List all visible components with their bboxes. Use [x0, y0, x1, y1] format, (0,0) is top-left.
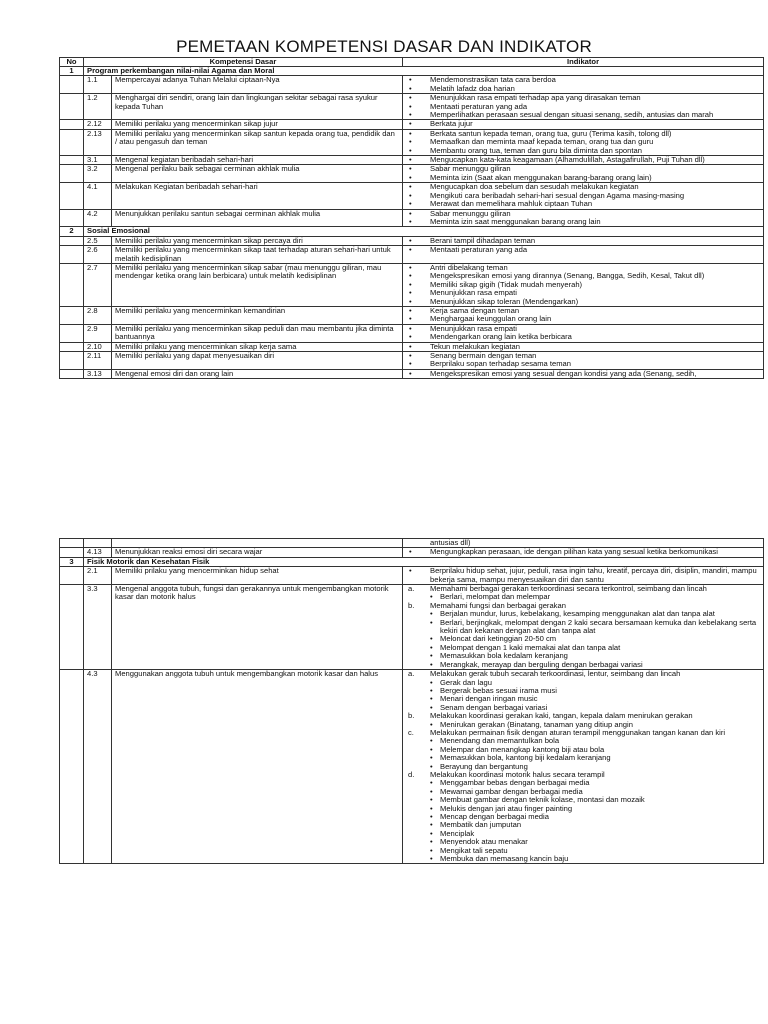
indicator-item: • Melompat dengan 1 kaki memakai alat dan tanpa alat: [406, 644, 760, 652]
table-row: [60, 183, 764, 209]
indikator-cell: [403, 548, 764, 557]
no-cell: [60, 352, 84, 370]
indikator-cell: [403, 183, 764, 209]
indicator-item: • Berlari, berjingkak, melompat dengan 2 kaki secara bersamaan kemuka dan kebelakang serta kekiri dan kekanan dengan alat dan tanpa alat: [406, 619, 760, 636]
indicator-item: • Mencap dengan berbagai media: [406, 813, 760, 821]
indicator-item: • Antri dibelakang teman: [406, 264, 760, 272]
kd-text: Menunjukkan reaksi emosi diri secara wajar: [112, 548, 403, 557]
indikator-continuation: [403, 539, 764, 548]
indicator-item: • Meloncat dari ketinggian 20-50 cm: [406, 635, 760, 643]
kd-text: Memiliki prilaku yang mencerminkan sikap kerja sama: [112, 342, 403, 351]
indicator-item: • Bergerak bebas sesuai irama musi: [406, 687, 760, 695]
indicator-item: • Tekun melakukan kegiatan: [406, 343, 760, 351]
indicator-item: • Mentaati peraturan yang ada: [406, 246, 760, 254]
indicator-item: • Berani tampil dihadapan teman: [406, 237, 760, 245]
indicator-item: • Menunjukkan sikap toleran (Mendengarkan): [406, 298, 760, 306]
indicator-item: • Berprilaku hidup sehat, jujur, peduli, rasa ingin tahu, kreatif, percaya diri, disiplin, mandiri, mampu bekerja sama, mampu menyesuaikan diri dan santu: [406, 567, 760, 584]
header-no: No: [60, 58, 84, 67]
indicator-item: • Menunjukkan rasa empati: [406, 289, 760, 297]
indikator-cell: [403, 369, 764, 378]
indicator-list: [406, 130, 760, 155]
indicator-list: [406, 370, 760, 378]
no-cell: [60, 567, 84, 585]
indicator-item: a. Melakukan gerak tubuh secarah terkoordinasi, lentur, seimbang dan lincah: [406, 670, 760, 678]
indikator-cell: [403, 585, 764, 670]
kd-code: 2.10: [84, 342, 112, 351]
indicator-item: • Mengikuti cara beribadah sehari-hari sesual dengan Agama masing-masing: [406, 192, 760, 200]
indicator-item: • Kerja sama dengan teman: [406, 307, 760, 315]
indicator-item: • Merawat dan memelihara mahluk ciptaan Tuhan: [406, 200, 760, 208]
indicator-item: • Sabar menunggu giliran: [406, 165, 760, 173]
table-row: [60, 156, 764, 165]
indicator-item: • Membatik dan jumputan: [406, 821, 760, 829]
kd-text: Mengenal perilaku baik sebagai cerminan akhlak mulia: [112, 165, 403, 183]
indicator-list: [406, 352, 760, 369]
kd-code: 2.11: [84, 352, 112, 370]
indicator-list: [406, 210, 760, 227]
section-title: Program perkembangan nilai-nilai Agama dan Moral: [84, 67, 764, 76]
no-cell: [60, 129, 84, 155]
indicator-item: • Menghargaai keunggulan orang lain: [406, 315, 760, 323]
indicator-item: • Berprilaku sopan terhadap sesama teman: [406, 360, 760, 368]
indikator-cell: [403, 342, 764, 351]
indicator-item: • Memasukkan bola, kantong biji kedalam keranjang: [406, 754, 760, 762]
indicator-item: • Sabar menunggu giliran: [406, 210, 760, 218]
kd-code: 2.6: [84, 246, 112, 264]
table-row: [60, 94, 764, 120]
indikator-cell: [403, 209, 764, 227]
no-cell: [60, 342, 84, 351]
indicator-item: • Memiliki sikap gigih (Tidak mudah menyerah): [406, 281, 760, 289]
kd-code: 2.13: [84, 129, 112, 155]
indicator-item: • Mendengarkan orang lain ketika berbicara: [406, 333, 760, 341]
kd-code: 2.8: [84, 306, 112, 324]
no-cell: [60, 209, 84, 227]
kd-code: 2.5: [84, 236, 112, 245]
indikator-cell: [403, 94, 764, 120]
indicator-list: [406, 120, 760, 128]
kd-code: 4.2: [84, 209, 112, 227]
kd-text: Menggunakan anggota tubuh untuk mengembangkan motorik kasar dan halus: [112, 670, 403, 864]
indikator-cell: [403, 156, 764, 165]
no-cell: [60, 670, 84, 864]
indicator-item: • Mengekspresikan emosi yang dirannya (Senang, Bangga, Sedih, Kesal, Takut dll): [406, 272, 760, 280]
no-cell: [60, 236, 84, 245]
indicator-item: • Menyendok atau menakar: [406, 838, 760, 846]
header-indikator: Indikator: [403, 58, 764, 67]
indicator-list: [406, 237, 760, 245]
indicator-item: • Berlari, melompat dan melempar: [406, 593, 760, 601]
indicator-item: • Mengucapkan kata-kata keagamaan (Alhamdulillah, Astagafirullah, Puji Tuhan dll): [406, 156, 760, 164]
indicator-list: [406, 548, 760, 556]
indicator-item: • Berkata santun kepada teman, orang tua, guru (Terima kasih, tolong dll): [406, 130, 760, 138]
kd-text: Mengenal anggota tubuh, fungsi dan gerakannya untuk mengembangkan motorik kasar dan motorik halus: [112, 585, 403, 670]
indikator-cell: [403, 352, 764, 370]
kd-text: Memiliki perilaku yang mencerminkan sikap jujur: [112, 120, 403, 129]
table-row: [60, 670, 764, 864]
indicator-item: • Meminta izin saat menggunakan barang orang lain: [406, 218, 760, 226]
indikator-cell: [403, 236, 764, 245]
indicator-item: • Memperlihatkan perasaan sesual dengan situasi senang, sedih, antusias dan marah: [406, 111, 760, 119]
indicator-item: • Meminta izin (Saat akan menggunakan barang-barang orang lain): [406, 174, 760, 182]
indicator-list: [406, 183, 760, 208]
table-row: [60, 306, 764, 324]
no-cell: [60, 548, 84, 557]
indicator-item: • Mengungkapkan perasaan, ide dengan pilihan kata yang sesual ketika berkomunikasi: [406, 548, 760, 556]
kd-text: Memiliki prilaku yang mencerminkan hidup sehat: [112, 567, 403, 585]
section-row: [60, 67, 764, 76]
indicator-item: • Gerak dan lagu: [406, 679, 760, 687]
indicator-item: • Menari dengan iringan music: [406, 695, 760, 703]
indicator-item: • Senang bermain dengan teman: [406, 352, 760, 360]
table-row: [60, 352, 764, 370]
indicator-item: d. Melakukan koordinasi motorik halus secara terampil: [406, 771, 760, 779]
indicator-list: [406, 165, 760, 182]
indikator-cell: [403, 246, 764, 264]
indicator-item: • Berkata jujur: [406, 120, 760, 128]
kd-code: [84, 539, 112, 548]
table-row: [60, 324, 764, 342]
kd-code: 4.13: [84, 548, 112, 557]
indicator-item: • Mentaati peraturan yang ada: [406, 103, 760, 111]
competency-table-page-2: [59, 538, 764, 864]
kd-code: 3.13: [84, 369, 112, 378]
kd-code: 4.1: [84, 183, 112, 209]
indicator-list: [406, 567, 760, 584]
kd-text: Memiliki perilaku yang mencerminkan sikap taat terhadap aturan sehari-hari untuk melatih kedisiplinan: [112, 246, 403, 264]
table-row: [60, 129, 764, 155]
kd-text: Melakukan Kegiatan beribadah sehari-hari: [112, 183, 403, 209]
kd-code: 2.1: [84, 567, 112, 585]
indicator-item: • Membuka dan memasang kancin baju: [406, 855, 760, 863]
kd-text: Mengenal emosi diri dan orang lain: [112, 369, 403, 378]
indicator-list: [406, 94, 760, 119]
indicator-item: • Membuat gambar dengan teknik kolase, montasi dan mozaik: [406, 796, 760, 804]
no-cell: [60, 165, 84, 183]
kd-text: Memiliki perilaku yang mencerminkan kemandirian: [112, 306, 403, 324]
kd-text: Menunjukkan perilaku santun sebagai cerminan akhlak mulia: [112, 209, 403, 227]
table-row: [60, 548, 764, 557]
kd-text: Memiliki perilaku yang dapat menyesuaikan diri: [112, 352, 403, 370]
indicator-item: • Mengikat tali sepatu: [406, 847, 760, 855]
indicator-list: [406, 585, 760, 669]
indicator-item: • Senam dengan berbagai variasi: [406, 704, 760, 712]
indicator-list: [406, 76, 760, 93]
indicator-item: • Menirukan gerakan (Binatang, tanaman yang ditiup angin: [406, 721, 760, 729]
indikator-cell: [403, 120, 764, 129]
table-row: [60, 165, 764, 183]
kd-text: Memiliki perilaku yang mencerminkan sikap peduli dan mau membantu jika diminta bantuannya: [112, 324, 403, 342]
kd-code: 1.2: [84, 94, 112, 120]
indikator-cell: [403, 263, 764, 306]
kd-text: [112, 539, 403, 548]
indikator-cell: [403, 76, 764, 94]
section-number: 3: [60, 557, 84, 566]
continued-text: antusias dll): [430, 538, 471, 547]
kd-text: Memiliki perilaku yang mencerminkan sikap percaya diri: [112, 236, 403, 245]
indicator-item: • Mengucapkan doa sebelum dan sesudah melakukan kegiatan: [406, 183, 760, 191]
indicator-item: • Menggambar bebas dengan berbagai media: [406, 779, 760, 787]
no-cell: [60, 369, 84, 378]
indicator-item: • Menunjukkan rasa empati: [406, 325, 760, 333]
table-row: [60, 209, 764, 227]
page-title: PEMETAAN KOMPETENSI DASAR DAN INDIKATOR: [176, 37, 592, 56]
indicator-list: [406, 670, 760, 863]
indikator-cell: [403, 306, 764, 324]
kd-code: 2.9: [84, 324, 112, 342]
indicator-item: • Mewarnai gambar dengan berbagai media: [406, 788, 760, 796]
kd-text: Menghargai diri sendiri, orang lain dan lingkungan sekitar sebagai rasa syukur kepada Tuhan: [112, 94, 403, 120]
table-row: [60, 236, 764, 245]
competency-table-page-1: [59, 57, 764, 379]
table-row: [60, 263, 764, 306]
indicator-item: • Mengekspresikan emosi yang sesual dengan kondisi yang ada (Senang, sedih,: [406, 370, 760, 378]
indicator-list: [406, 325, 760, 342]
no-cell: [60, 585, 84, 670]
kd-code: 3.1: [84, 156, 112, 165]
indicator-item: • Berjalan mundur, lurus, kebelakang, kesamping menggunakan alat dan tanpa alat: [406, 610, 760, 618]
indicator-item: c. Melakukan permainan fisik dengan aturan terampil menggunakan tangan kanan dan kiri: [406, 729, 760, 737]
indikator-cell: [403, 567, 764, 585]
kd-code: 1.1: [84, 76, 112, 94]
no-cell: [60, 263, 84, 306]
table-row: [60, 567, 764, 585]
kd-text: Memiliki perilaku yang mencerminkan sikap sabar (mau menunggu giliran, mau mendengar ketika orang lain berbicara) untuk melatih kedisiplinan: [112, 263, 403, 306]
table-row: [60, 120, 764, 129]
indikator-cell: [403, 324, 764, 342]
indicator-item: a. Memahami berbagai gerakan terkoordinasi secara terkontrol, seimbang dan lincah: [406, 585, 760, 593]
indicator-item: • Melukis dengan jari atau finger painting: [406, 805, 760, 813]
no-cell: [60, 183, 84, 209]
section-number: 2: [60, 227, 84, 236]
no-cell: [60, 306, 84, 324]
no-cell: [60, 120, 84, 129]
indicator-item: • Melatih lafadz doa harian: [406, 85, 760, 93]
kd-code: 2.7: [84, 263, 112, 306]
indicator-list: [406, 264, 760, 306]
table-row: [60, 246, 764, 264]
table-row: [60, 76, 764, 94]
indikator-cell: [403, 670, 764, 864]
indicator-item: b. Melakukan koordinasi gerakan kaki, tangan, kepala dalam menirukan gerakan: [406, 712, 760, 720]
section-title: Sosial Emosional: [84, 227, 764, 236]
indicator-item: • Menciplak: [406, 830, 760, 838]
no-cell: [60, 94, 84, 120]
indicator-item: • Memasukkan bola kedalam keranjang: [406, 652, 760, 660]
indikator-cell: [403, 129, 764, 155]
kd-code: 3.2: [84, 165, 112, 183]
indicator-item: • Mendemonstrasikan tata cara berdoa: [406, 76, 760, 84]
indicator-list: [406, 343, 760, 351]
table-row: [60, 585, 764, 670]
kd-code: 2.12: [84, 120, 112, 129]
table-row: [60, 369, 764, 378]
indikator-cell: [403, 165, 764, 183]
indicator-item: • Menunjukkan rasa empati terhadap apa yang dirasakan teman: [406, 94, 760, 102]
no-cell: [60, 539, 84, 548]
indicator-item: • Menendang dan memantulkan bola: [406, 737, 760, 745]
kd-text: Mempercayai adanya Tuhan Melalui ciptaan-Nya: [112, 76, 403, 94]
indicator-item: • Membantu orang tua, teman dan guru bila diminta dan spontan: [406, 147, 760, 155]
indicator-item: • Melempar dan menangkap kantong biji atau bola: [406, 746, 760, 754]
no-cell: [60, 156, 84, 165]
kd-text: Memiliki perilaku yang mencerminkan sikap santun kepada orang tua, pendidik dan / atau pengasuh dan teman: [112, 129, 403, 155]
no-cell: [60, 76, 84, 94]
continuation-row: [60, 539, 764, 548]
indicator-item: • Merangkak, merayap dan berguling dengan berbagai variasi: [406, 661, 760, 669]
kd-code: 4.3: [84, 670, 112, 864]
kd-text: Mengenal kegiatan beribadah sehari-hari: [112, 156, 403, 165]
header-kompetensi-dasar: Kompetensi Dasar: [84, 58, 403, 67]
section-row: [60, 227, 764, 236]
table-row: [60, 342, 764, 351]
indicator-item: • Berayung dan bergantung: [406, 763, 760, 771]
section-number: 1: [60, 67, 84, 76]
section-title: Fisik Motorik dan Kesehatan Fisik: [84, 557, 764, 566]
no-cell: [60, 246, 84, 264]
indicator-list: [406, 246, 760, 254]
indicator-list: [406, 156, 760, 164]
indicator-list: [406, 307, 760, 324]
table-header-row: [60, 58, 764, 67]
indicator-item: • Memaafkan dan meminta maaf kepada teman, orang tua dan guru: [406, 138, 760, 146]
kd-code: 3.3: [84, 585, 112, 670]
section-row: [60, 557, 764, 566]
indicator-item: b. Memahami fungsi dan berbagai gerakan: [406, 602, 760, 610]
no-cell: [60, 324, 84, 342]
